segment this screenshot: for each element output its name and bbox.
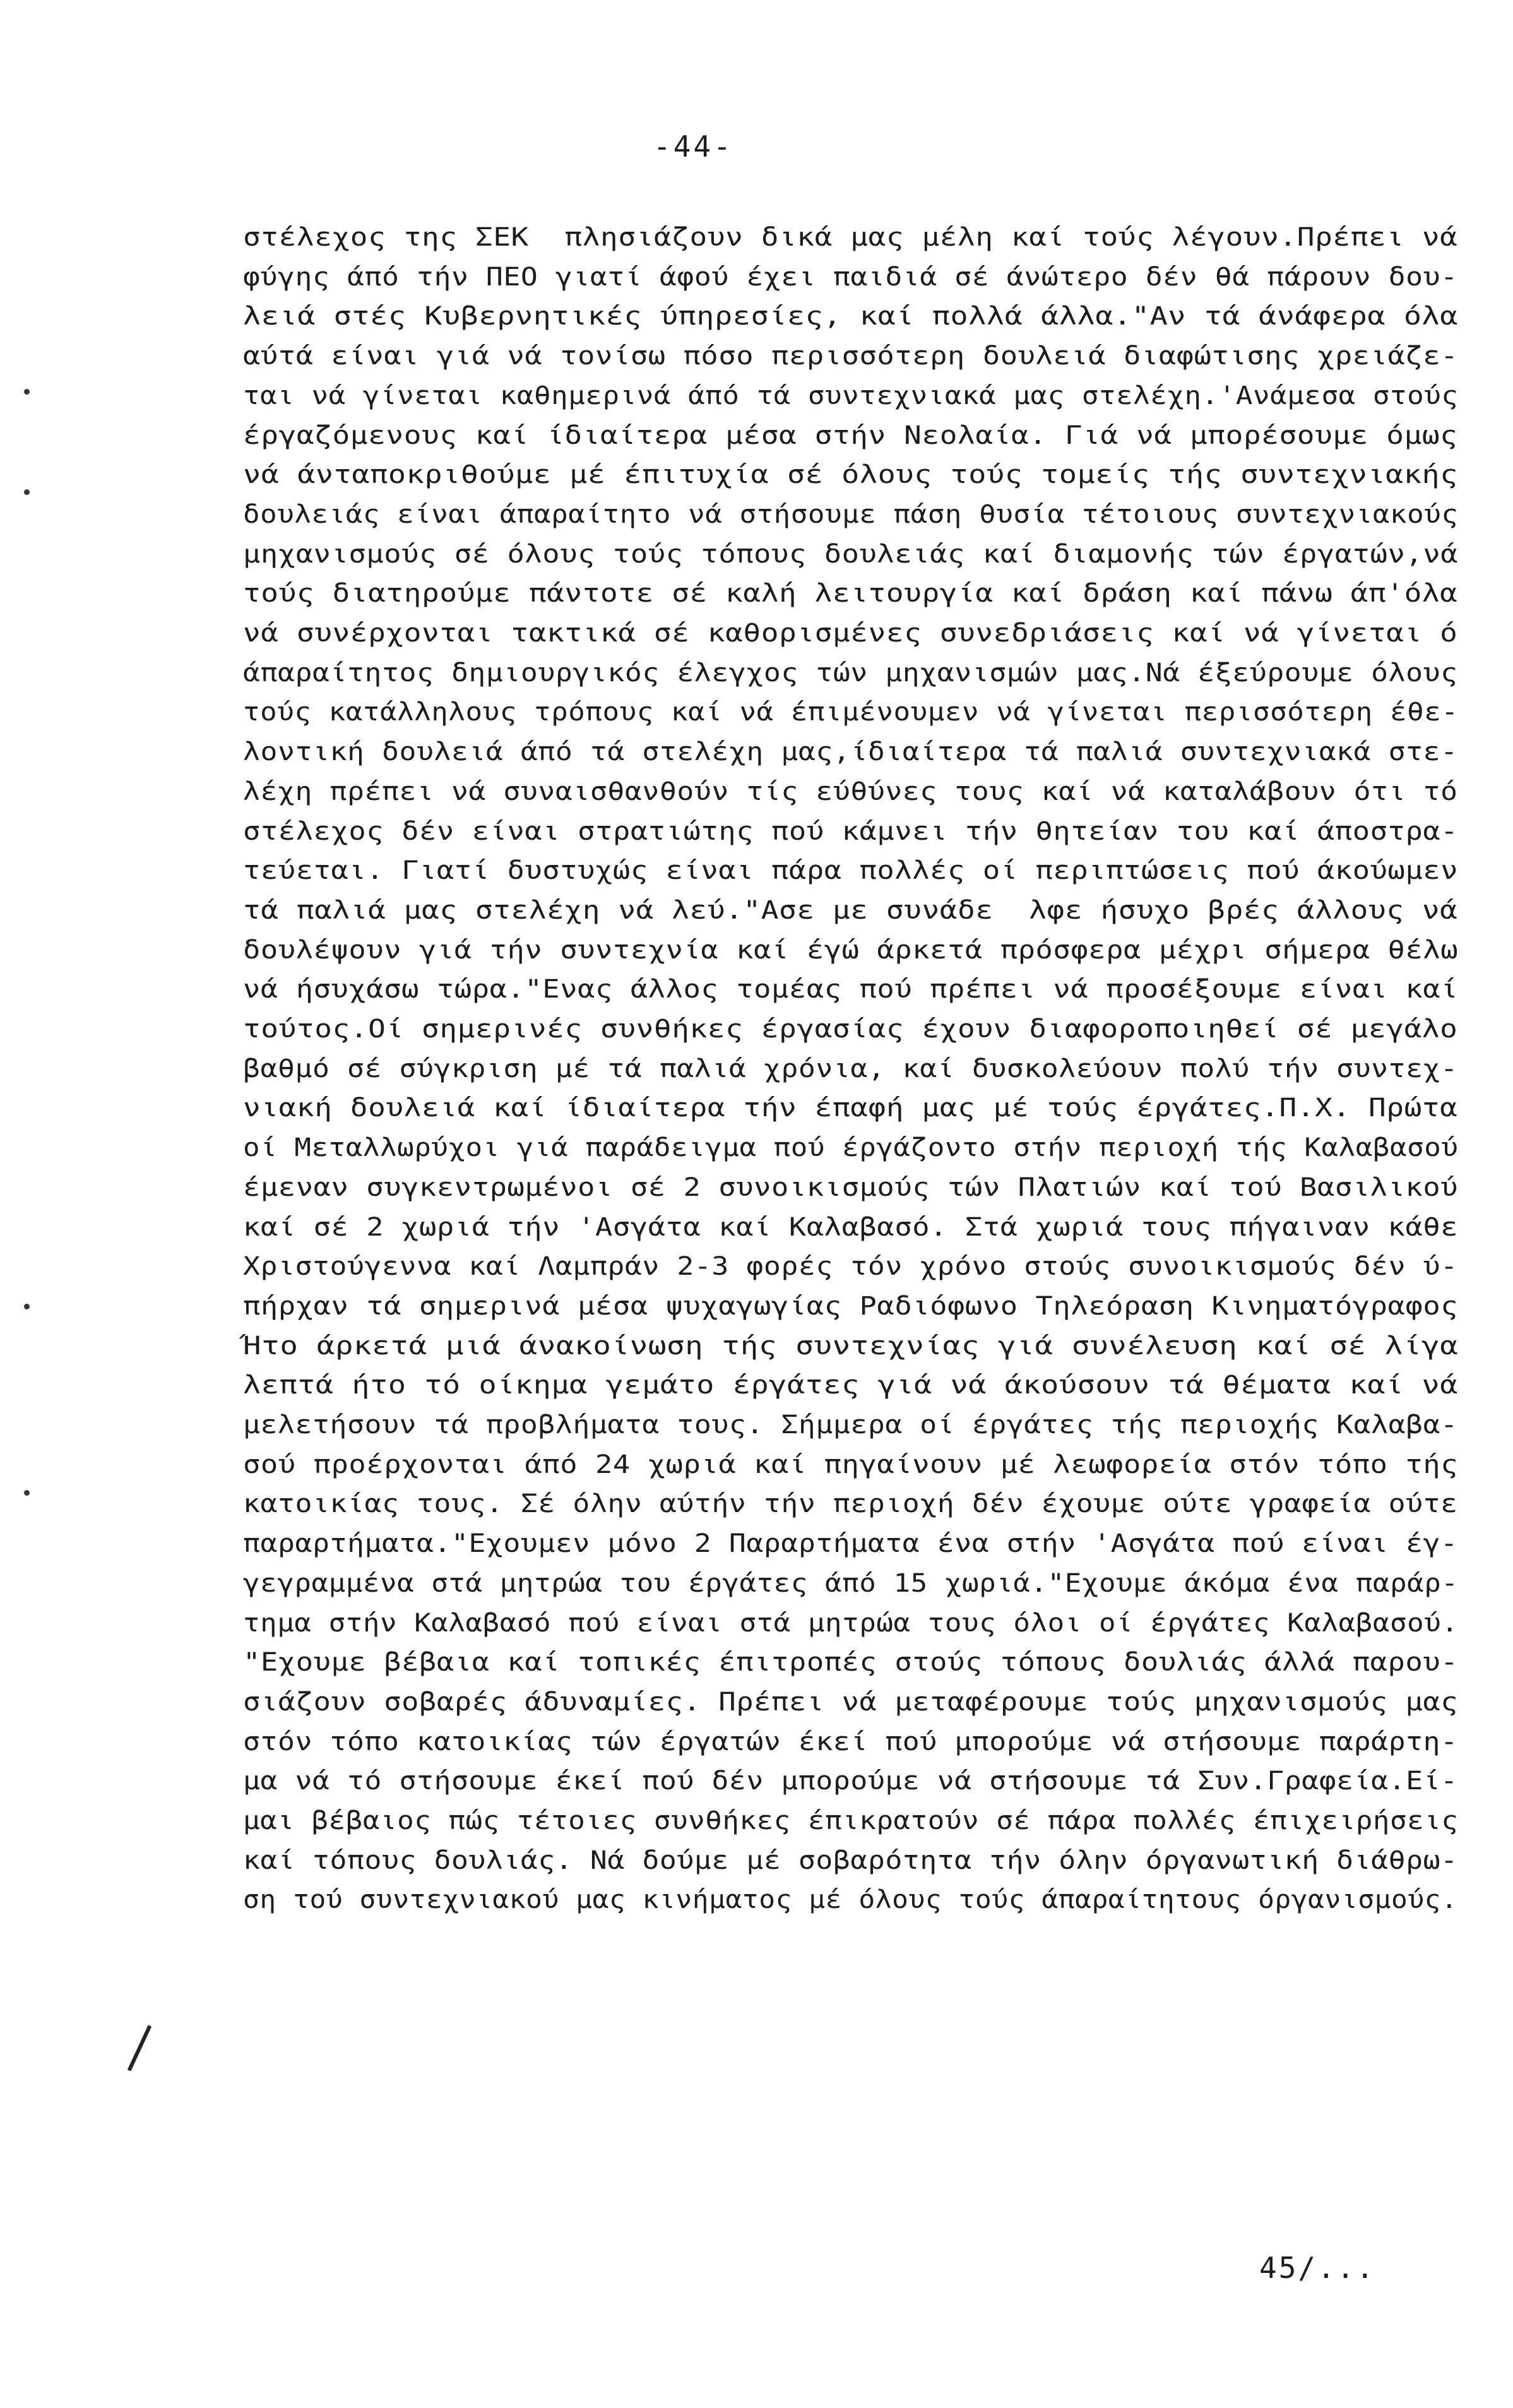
text-line: στέλεχος δέν είναι στρατιώτης πού κάμνει τήν θητείαν του καί άποστρα- [243,817,1459,846]
text-line: δουλέψουν γιά τήν συντεχνία καί έγώ άρκετά πρόσφερα μέχρι σήμερα θέλω [243,936,1459,965]
continuation-marker: 45/... [1259,2251,1376,2285]
text-line: μαι βέβαιος πώς τέτοιες συνθήκες έπικρατούν σέ πάρα πολλές έπιχειρήσεις [243,1806,1459,1835]
text-line: τεύεται. Γιατί δυστυχώς είναι πάρα πολλές οί περιπτώσεις πού άκούωμεν [243,856,1459,885]
margin-dot [24,1490,30,1496]
text-line: αύτά είναι γιά νά τονίσω πόσο περισσότερη δουλειά διαφώτισης χρειάζε- [243,342,1459,371]
text-line: ται νά γίνεται καθημερινά άπό τά συντεχνιακά μας στελέχη.'Ανάμεσα στούς [243,381,1459,410]
text-line: σού προέρχονται άπό 24 χωριά καί πηγαίνουν μέ λεωφορεία στόν τόπο τής [243,1450,1459,1479]
text-line: κατοικίας τους. Σέ όλην αύτήν τήν περιοχή δέν έχουμε ούτε γραφεία ούτε [243,1489,1458,1518]
text-line: οί Μεταλλωρύχοι γιά παράδειγμα πού έργάζοντο στήν περιοχή τής Καλαβασού [243,1133,1459,1162]
text-line: στόν τόπο κατοικίας τών έργατών έκεί πού μπορούμε νά στήσουμε παράρτη- [243,1727,1458,1756]
text-line: μελετήσουν τά προβλήματα τους. Σήμμερα οί έργάτες τής περιοχής Καλαβα- [243,1410,1458,1439]
text-line: λοντική δουλειά άπό τά στελέχη μας,ίδιαίτερα τά παλιά συντεχνιακά στε- [243,737,1458,766]
text-line: νιακή δουλειά καί ίδιαίτερα τήν έπαφή μας μέ τούς έργάτες.Π.Χ. Πρώτα [243,1094,1458,1123]
text-line: νά άνταποκριθούμε μέ έπιτυχία σέ όλους τούς τομείς τής συντεχνιακής [243,460,1459,489]
text-line: τά παλιά μας στελέχη νά λεύ."Ασε με συνάδε λφε ήσυχο βρές άλλους νά [243,896,1458,925]
text-line: καί τόπους δουλιάς. Νά δούμε μέ σοβαρότητα τήν όλην όργανωτική διάθρω- [243,1846,1458,1875]
text-line: τημα στήν Καλαβασό πού είναι στά μητρώα τους όλοι οί έργάτες Καλαβασού. [243,1609,1459,1638]
text-line: λέχη πρέπει νά συναισθανθούν τίς εύθύνες τους καί νά καταλάβουν ότι τό [243,777,1458,806]
text-line: μηχανισμούς σέ όλους τούς τόπους δουλειάς καί διαμονής τών έργατών,νά [243,540,1459,569]
text-line: Ήτο άρκετά μιά άνακοίνωση τής συντεχνίας γιά συνέλευση καί σέ λίγα [243,1332,1459,1361]
text-line: ση τού συντεχνιακού μας κινήματος μέ όλους τούς άπαραίτητους όργανισμούς. [243,1885,1458,1914]
margin-dot [24,1304,30,1309]
text-line: τούτος.Οί σημερινές συνθήκες έργασίας έχουν διαφοροποιηθεί σέ μεγάλο [243,1015,1458,1044]
text-line: σιάζουν σοβαρές άδυναμίες. Πρέπει νά μεταφέρουμε τούς μηχανισμούς μας [243,1688,1459,1717]
text-line: λειά στές Κυβερνητικές ύπηρεσίες, καί πολλά άλλα."Αν τά άνάφερα όλα [243,302,1459,331]
text-line: παραρτήματα."Εχουμεν μόνο 2 Παραρτήματα ένα στήν 'Ασγάτα πού είναι έγ- [243,1529,1458,1558]
text-line: άπαραίτητος δημιουργικός έλεγχος τών μηχανισμών μας.Νά έξεύρουμε όλους [243,659,1458,688]
page-number: -44- [653,129,733,164]
margin-dot [24,489,30,495]
text-line: Χριστούγεννα καί Λαμπράν 2-3 φορές τόν χρόνο στούς συνοικισμούς δέν ύ- [243,1252,1458,1281]
text-line: φύγης άπό τήν ΠΕΟ γιατί άφού έχει παιδιά σέ άνώτερο δέν θά πάρουν δου- [243,263,1458,292]
text-line: βαθμό σέ σύγκριση μέ τά παλιά χρόνια, καί δυσκολεύουν πολύ τήν συντεχ- [243,1054,1458,1083]
text-line: έμεναν συγκεντρωμένοι σέ 2 συνοικισμούς τών Πλατιών καί τού Βασιλικού [243,1173,1459,1202]
margin-dot [24,389,30,395]
text-line: γεγραμμένα στά μητρώα του έργάτες άπό 15 χωριά."Εχουμε άκόμα ένα παράρ- [243,1569,1459,1598]
text-line: πήρχαν τά σημερινά μέσα ψυχαγωγίας Ραδιόφωνο Τηλεόραση Κινηματόγραφος [243,1292,1459,1321]
text-line: "Εχουμε βέβαια καί τοπικές έπιτροπές στούς τόπους δουλιάς άλλά παρου- [243,1648,1459,1677]
text-line: νά συνέρχονται τακτικά σέ καθορισμένες συνεδριάσεις καί νά γίνεται ό [243,619,1458,648]
text-line: έργαζόμενους καί ίδιαίτερα μέσα στήν Νεολαία. Γιά νά μπορέσουμε όμως [243,421,1458,450]
text-line: στέλεχος της ΣΕΚ πλησιάζουν δικά μας μέλη καί τούς λέγουν.Πρέπει νά [243,223,1458,252]
text-line: μα νά τό στήσουμε έκεί πού δέν μπορούμε νά στήσουμε τά Συν.Γραφεία.Εί- [243,1767,1458,1796]
text-line: τούς κατάλληλους τρόπους καί νά έπιμένουμεν νά γίνεται περισσότερη έθε- [243,698,1459,727]
text-line: λεπτά ήτο τό οίκημα γεμάτο έργάτες γιά νά άκούσουν τά θέματα καί νά [243,1371,1459,1400]
text-line: καί σέ 2 χωριά τήν 'Ασγάτα καί Καλαβασό. Στά χωριά τους πήγαιναν κάθε [243,1213,1459,1242]
text-line: τούς διατηρούμε πάντοτε σέ καλή λειτουργία καί δράση καί πάνω άπ'όλα [243,579,1458,608]
text-line: νά ήσυχάσω τώρα."Ενας άλλος τομέας πού πρέπει νά προσέξουμε είναι καί [243,975,1459,1004]
text-line: δουλειάς είναι άπαραίτητο νά στήσουμε πάση θυσία τέτοιους συντεχνιακούς [243,500,1459,529]
